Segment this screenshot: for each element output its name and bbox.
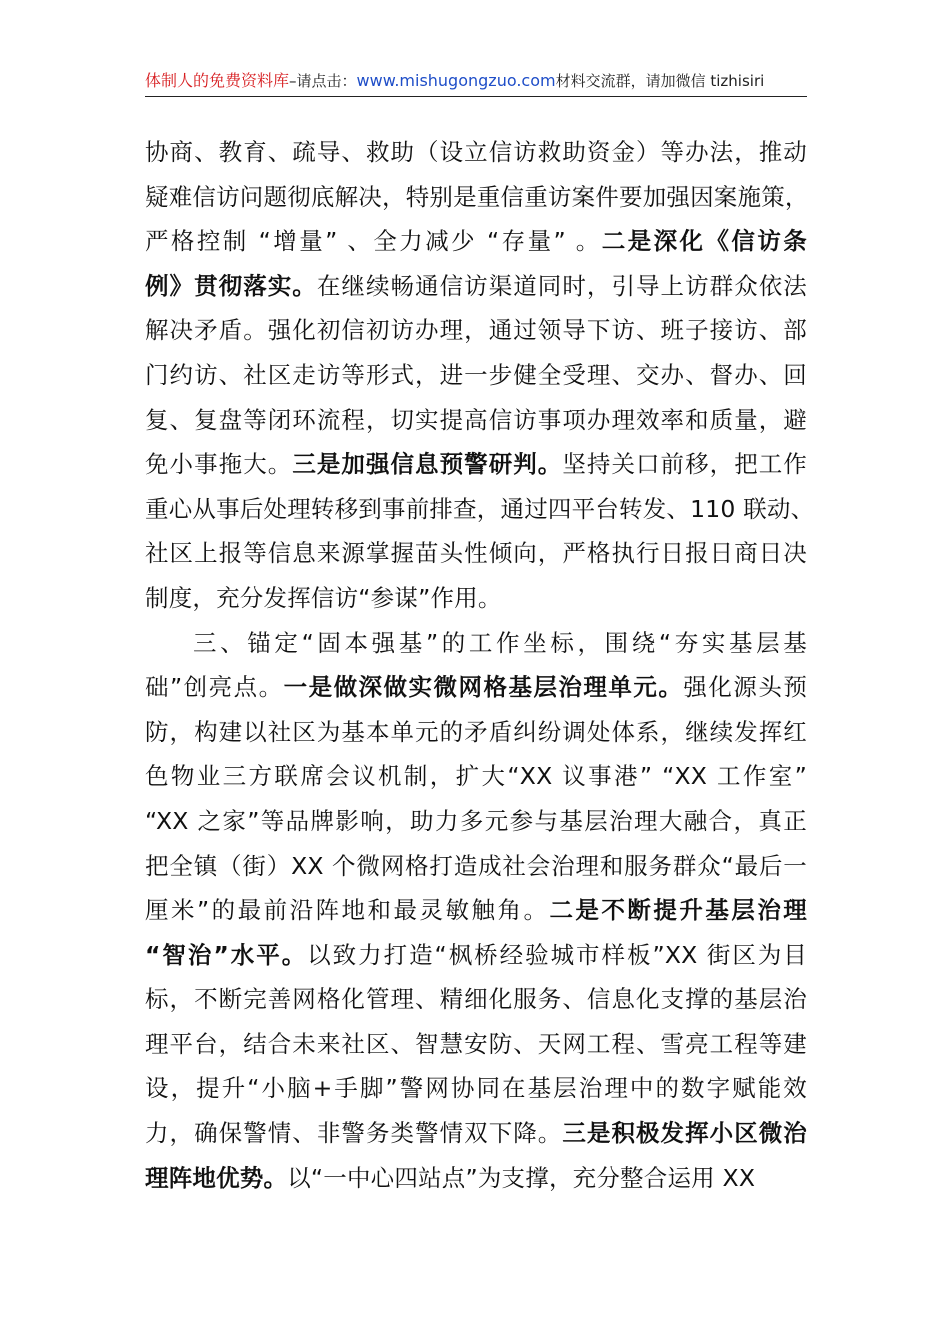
text-line	[145, 442, 807, 487]
text-line	[145, 1111, 807, 1156]
text-segment: 重心从事后处理转移到事前排查，通过四平台转发、110 联动、	[145, 494, 815, 523]
header-brand: 体制人的免费资料库	[145, 71, 290, 90]
header-group-info: 材料交流群，请加微信 tizhisiri	[555, 72, 765, 90]
header-prompt: –请点击：	[289, 72, 357, 90]
text-line	[145, 799, 807, 844]
text-line	[145, 710, 807, 755]
text-segment: 强化源头预	[683, 673, 808, 702]
text-segment: 疑难信访问题彻底解决，特别是重信重访案件要加强因案施策，	[145, 182, 809, 211]
text-line	[145, 1156, 807, 1201]
text-segment: 协商、教育、疏导、救助（设立信访救助资金）等办法，推动	[145, 138, 807, 166]
text-line	[145, 754, 807, 799]
bold-text-segment: 一是做深做实微网格基层治理单元。	[283, 673, 684, 702]
text-line	[145, 933, 807, 978]
text-segment: 免小事拖大。	[145, 450, 293, 479]
text-segment: 严格控制 “增量” 、全力减少 “存量” 。	[145, 227, 602, 256]
text-segment: 三、锚定“固本强基”的工作坐标，围绕“夯实基层基	[193, 628, 807, 657]
document-header	[145, 66, 807, 97]
text-segment: 门约访、社区走访等形式，进一步健全受理、交办、督办、回	[145, 360, 807, 389]
text-segment: 防，构建以社区为基本单元的矛盾纠纷调处体系，继续发挥红	[145, 717, 807, 746]
text-segment: 厘米”的最前沿阵地和最灵敏触角。	[145, 896, 550, 925]
header-url-link[interactable]: www.mishugongzuo.com	[356, 71, 556, 90]
text-segment: 解决矛盾。强化初信初访办理，通过领导下访、班子接访、部	[145, 316, 807, 345]
text-line	[145, 398, 807, 443]
text-line	[145, 264, 807, 309]
text-segment: “XX 之家”等品牌影响，助力多元参与基层治理大融合，真正	[145, 806, 807, 835]
text-line	[145, 219, 807, 264]
text-segment: 复、复盘等闭环流程，切实提高信访事项办理效率和质量，避	[145, 405, 807, 434]
text-line	[145, 531, 807, 576]
text-segment: 把全镇（街）XX 个微网格打造成社会治理和服务群众“最后一	[145, 851, 807, 880]
text-line	[145, 977, 807, 1022]
text-line	[145, 130, 807, 175]
text-segment: 在继续畅通信访渠道同时，引导上访群众依法	[316, 271, 808, 300]
bold-text-segment: 三是加强信息预警研判。	[292, 450, 563, 479]
bold-text-segment: 理阵地优势。	[145, 1163, 288, 1192]
bold-text-segment: 例》贯彻落实。	[145, 271, 317, 300]
bold-text-segment: 三是积极发挥小区微治	[562, 1119, 808, 1148]
text-line	[145, 353, 807, 398]
bold-text-segment: 二是深化《信访条	[601, 227, 807, 256]
text-segment: 社区上报等信息来源掌握苗头性倾向，严格执行日报日商日决	[145, 539, 807, 568]
text-segment: 础”创亮点。	[145, 673, 284, 702]
text-line	[145, 308, 807, 353]
bold-text-segment: 二是不断提升基层治理	[549, 896, 808, 925]
text-line	[145, 665, 807, 710]
text-segment: 理平台，结合未来社区、智慧安防、天网工程、雪亮工程等建	[145, 1029, 807, 1058]
text-line	[145, 888, 807, 933]
bold-text-segment: “智治”水平。	[145, 940, 308, 969]
text-line	[145, 576, 807, 621]
text-segment: 坚持关口前移，把工作	[562, 450, 808, 479]
text-segment: 设，提升“小脑+手脚”警网协同在基层治理中的数字赋能效	[145, 1074, 807, 1103]
text-segment: 力，确保警情、非警务类警情双下降。	[145, 1119, 563, 1148]
document-body	[145, 130, 815, 1200]
text-line	[145, 487, 815, 532]
text-line	[145, 844, 807, 889]
text-segment: 以致力打造“枫桥经验城市样板”XX 街区为目	[307, 940, 808, 969]
text-line	[145, 175, 807, 220]
text-segment: 标，不断完善网格化管理、精细化服务、信息化支撑的基层治	[145, 985, 807, 1014]
text-segment: 以“一中心四站点”为支撑，充分整合运用 XX	[287, 1163, 756, 1192]
text-line	[145, 621, 807, 666]
text-line	[145, 1066, 807, 1111]
text-segment: 色物业三方联席会议机制，扩大“XX 议事港” “XX 工作室”	[145, 762, 807, 791]
text-line	[145, 1022, 807, 1067]
text-segment: 制度，充分发挥信访“参谋”作用。	[145, 583, 502, 612]
